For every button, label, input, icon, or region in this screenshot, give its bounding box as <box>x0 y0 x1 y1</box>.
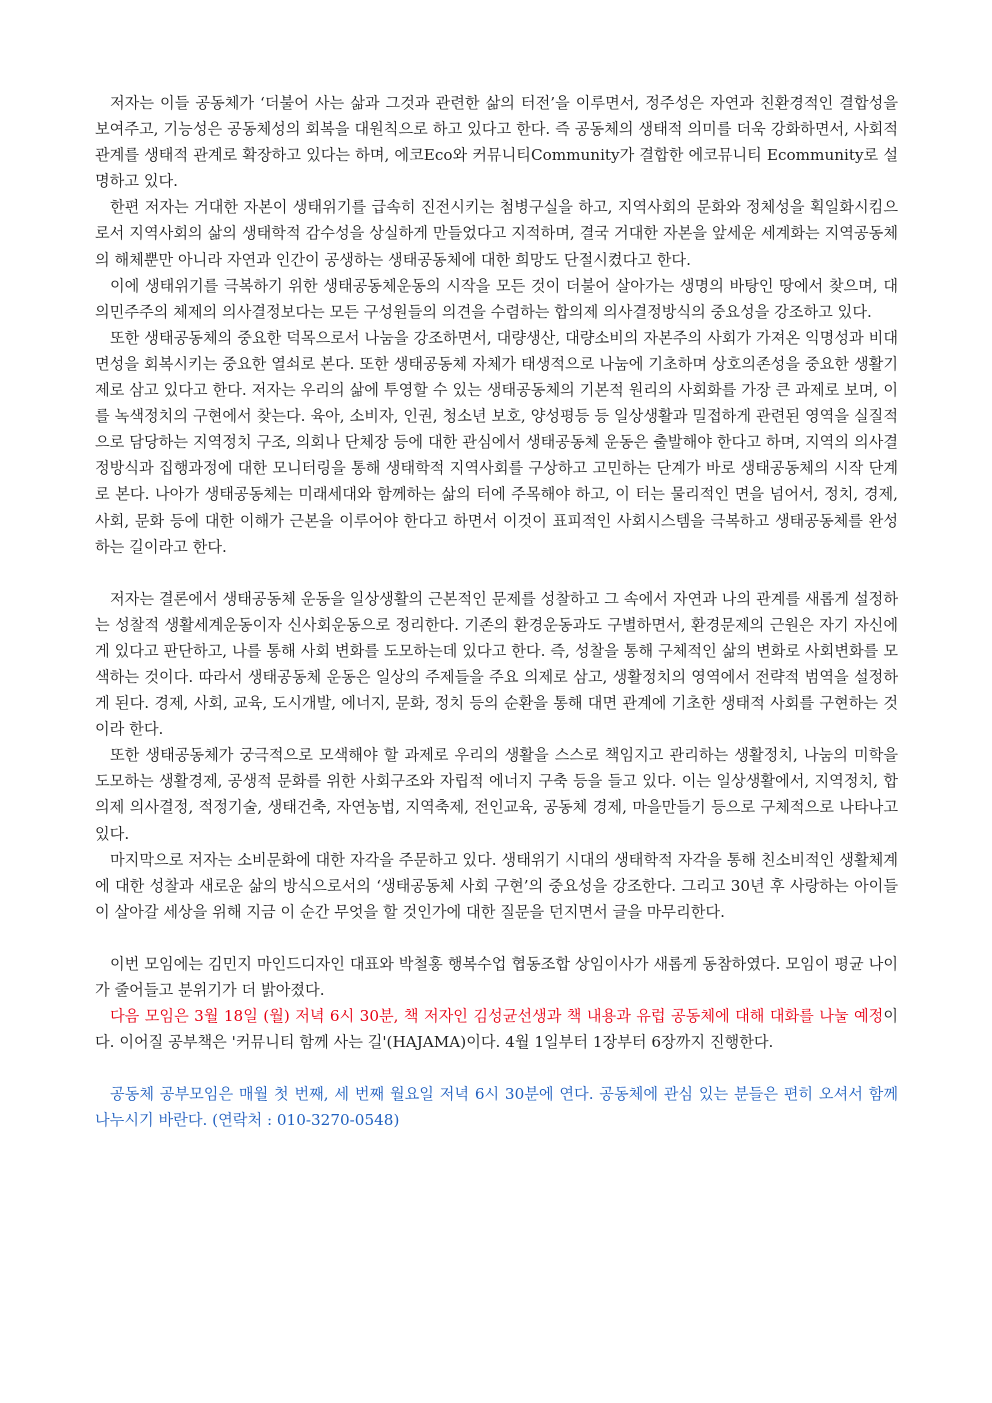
paragraph-spacer <box>95 1055 898 1081</box>
paragraph-sharing: 또한 생태공동체의 중요한 덕목으로서 나눔을 강조하면서, 대량생산, 대량소비의 자본주의 사회가 가져온 익명성과 비대면성을 회복시키는 중요한 열쇠로 본다. 또한 생태공동체 자체가 태생적으로 나눔에 기초하며 상호의존성을 중요한 생활기제로 삼고 있다고 한다. 저자는 우리의 삶에 투영할 수 있는 생태공동체의 기본적 원리의 사회화를 가장 큰 과제로 보며, 이를 녹색정치의 구현에서 찾는다. 육아, 소비자, 인권, 청소년 보호, 양성평등 등 일상생활과 밀접하게 관련된 영역을 실질적으로 담당하는 지역정치 구조, 의회나 단체장 등에 대한 관심에서 생태공동체 운동은 출발해야 한다고 하며, 지역의 의사결정방식과 집행과정에 대한 모니터링을 통해 생태학적 지역사회를 구상하고 고민하는 단계가 바로 생태공동체의 시작 단계로 본다. 나아가 생태공동체는 미래세대와 함께하는 삶의 터에 주목해야 하고, 이 터는 물리적인 면을 넘어서, 정치, 경제, 사회, 문화 등에 대한 이해가 근본을 이루어야 한다고 하면서 이것이 표피적인 사회시스템을 극복하고 생태공동체를 완성하는 길이라고 한다. <box>95 328 898 556</box>
paragraph-consensus: 이에 생태위기를 극복하기 위한 생태공동체운동의 시작을 모든 것이 더불어 살아가는 생명의 바탕인 땅에서 찾으며, 대의민주주의 체제의 의사결정보다는 모든 구성원들의 의견을 수렴하는 합의제 의사결정방식의 중요성을 강조하고 있다. <box>95 276 898 321</box>
document-body <box>95 90 898 1133</box>
paragraph-spacer <box>95 560 898 586</box>
paragraph-conclusion: 저자는 결론에서 생태공동체 운동을 일상생활의 근본적인 문제를 성찰하고 그 속에서 자연과 나의 관계를 새롭게 설정하는 성찰적 생활세계운동이자 신사회운동으로 정리한다. 기존의 환경운동과도 구별하면서, 환경문제의 근원은 자기 자신에게 있다고 판단하고, 나를 통해 사회 변화를 도모하는데 있다고 한다. 즉, 성찰을 통해 구체적인 삶의 변화로 사회변화를 모색하는 것이다. 따라서 생태공동체 운동은 일상의 주제들을 주요 의제로 삼고, 생활정치의 영역에서 전략적 범역을 설정하게 된다. 경제, 사회, 교육, 도시개발, 에너지, 문화, 정치 등의 순환을 통해 대면 관계에 기초한 생태적 사회를 구현하는 것이라 한다. <box>95 589 898 739</box>
paragraph-ecommunity: 저자는 이들 공동체가 ‘더불어 사는 삶과 그것과 관련한 삶의 터전’을 이루면서, 정주성은 자연과 친환경적인 결합성을 보여주고, 기능성은 공동체성의 회복을 대원칙으로 하고 있다고 한다. 즉 공동체의 생태적 의미를 더욱 강화하면서, 사회적 관계를 생태적 관계로 확장하고 있다는 하며, 에코Eco와 커뮤니티Community가 결합한 에코뮤니티 Ecommunity로 설명하고 있다. <box>95 94 898 191</box>
paragraph-consumer-culture: 마지막으로 저자는 소비문화에 대한 자각을 주문하고 있다. 생태위기 시대의 생태학적 자각을 통해 친소비적인 생활체계에 대한 성찰과 새로운 삶의 방식으로서의 ‘생태공동체 사회 구현’의 중요성을 강조한다. 그리고 30년 후 사랑하는 아이들이 살아갈 세상을 위해 지금 이 순간 무엇을 할 것인가에 대한 질문을 던지면서 글을 마무리한다. <box>95 850 898 921</box>
paragraph-spacer <box>95 925 898 951</box>
paragraph-next-meeting <box>95 1003 898 1055</box>
meeting-notice: 공동체 공부모임은 매월 첫 번째, 세 번째 월요일 저녁 6시 30분에 연다. 공동체에 관심 있는 분들은 편히 오셔서 함께 나누시기 바란다. (연락처 : 010-3270-0548) <box>95 1085 898 1130</box>
paragraph-capital-crisis: 한편 저자는 거대한 자본이 생태위기를 급속히 진전시키는 첨병구실을 하고, 지역사회의 문화와 정체성을 획일화시킴으로서 지역사회의 삶의 생태학적 감수성을 상실하게 만들었다고 지적하며, 결국 거대한 자본을 앞세운 세계화는 지역공동체의 해체뿐만 아니라 자연과 인간이 공생하는 생태공동체에 대한 희망도 단절시켰다고 한다. <box>95 198 898 269</box>
paragraph-tasks: 또한 생태공동체가 궁극적으로 모색해야 할 과제로 우리의 생활을 스스로 책임지고 관리하는 생활정치, 나눔의 미학을 도모하는 생활경제, 공생적 문화를 위한 사회구조와 자립적 에너지 구축 등을 들고 있다. 이는 일상생활에서, 지역정치, 합의제 의사결정, 적정기술, 생태건축, 자연농법, 지역축제, 전인교육, 공동체 경제, 마을만들기 등으로 구체적으로 나타나고 있다. <box>95 746 898 843</box>
next-meeting-details: 이다. 이어질 공부책은 '커뮤니티 함께 사는 길'(HAJAMA)이다. 4월 1일부터 1장부터 6장까지 진행한다. <box>95 1007 898 1052</box>
next-meeting-highlight: 다음 모임은 3월 18일 (월) 저녁 6시 30분, 책 저자인 김성균선생과 책 내용과 유럽 공동체에 대해 대화를 나눌 예정 <box>110 1007 884 1026</box>
paragraph-new-members: 이번 모임에는 김민지 마인드디자인 대표와 박철홍 행복수업 협동조합 상임이사가 새롭게 동참하였다. 모임이 평균 나이가 줄어들고 분위기가 더 밝아졌다. <box>95 954 898 999</box>
